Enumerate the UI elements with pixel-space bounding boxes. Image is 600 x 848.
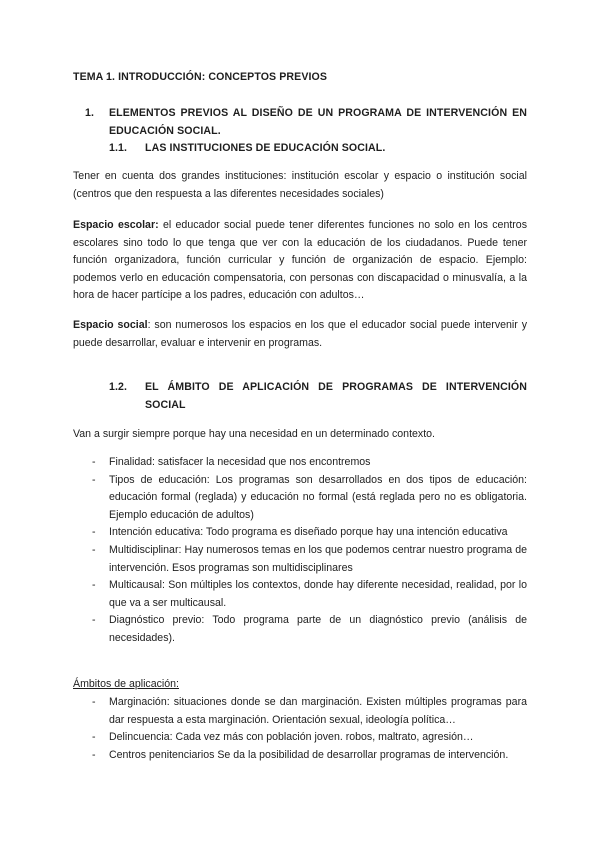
list-item [73, 472, 527, 525]
list-item-text: Diagnóstico previo: Todo programa parte de un diagnóstico previo (análisis de necesidades). [109, 614, 527, 644]
term-label: Espacio social [73, 319, 148, 331]
section-number: 1.1. [109, 142, 128, 154]
list-item [73, 694, 527, 729]
list-item [73, 454, 527, 472]
list-item-text: Multidisciplinar: Hay numerosos temas en los que podemos centrar nuestro programa de intervención. Esos programas son multidisciplinares [109, 543, 527, 574]
dash-bullet: - [92, 526, 96, 539]
list-item [73, 747, 527, 765]
term-text: : son numerosos los espacios en los que el educador social puede intervenir y puede desarrollar, evaluar e intervenir en programas. [73, 319, 527, 349]
list-item-text: Tipos de educación: Los programas son desarrollados en dos tipos de educación: educación formal (reglada) y educación no formal (está reglada pero no es obligatoria. Ejemplo educación de adultos) [109, 473, 527, 521]
intro-paragraph: Tener en cuenta dos grandes instituciones: institución escolar y espacio o institución social (centros que den respuesta a las diferentes necesidades sociales) [73, 170, 527, 200]
characteristics-list [73, 454, 527, 648]
section-title: LAS INSTITUCIONES DE EDUCACIÓN SOCIAL. [145, 142, 386, 154]
section-1-1-heading [109, 140, 527, 158]
dash-bullet: - [92, 731, 96, 744]
ambitos-heading: Ámbitos de aplicación: [73, 678, 179, 690]
list-item-text: Delincuencia: Cada vez más con población joven. robos, maltrato, agresión… [109, 731, 474, 744]
list-item-text: Finalidad: satisfacer la necesidad que nos encontremos [109, 456, 371, 468]
dash-bullet: - [92, 456, 96, 468]
espacio-social-paragraph [73, 317, 527, 352]
dash-bullet: - [92, 579, 96, 592]
dash-bullet: - [92, 473, 96, 486]
section-number: 1.2. [109, 381, 128, 393]
list-item [73, 577, 527, 612]
section-1-heading [85, 105, 527, 140]
list-item [73, 612, 527, 647]
list-item [73, 729, 527, 747]
list-item-text: Marginación: situaciones donde se dan marginación. Existen múltiples programas para dar respuesta a esta marginación. Orientación sexual, ideología política… [109, 696, 527, 726]
list-item-text: Intención educativa: Todo programa es diseñado porque hay una intención educativa [109, 526, 508, 539]
document-title: TEMA 1. INTRODUCCIÓN: CONCEPTOS PREVIOS [73, 71, 328, 83]
dash-bullet: - [92, 748, 96, 761]
ambitos-list [73, 694, 527, 764]
dash-bullet: - [92, 614, 96, 627]
espacio-escolar-paragraph [73, 217, 527, 305]
term-label: Espacio escolar: [73, 219, 159, 231]
dash-bullet: - [92, 543, 96, 556]
list-item-text: Multicausal: Son múltiples los contextos, donde hay diferente necesidad, realidad, por lo que va a ser multicausal. [109, 579, 527, 609]
dash-bullet: - [92, 696, 96, 708]
section-title: ELEMENTOS PREVIOS AL DISEÑO DE UN PROGRAMA DE INTERVENCIÓN EN EDUCACIÓN SOCIAL. [109, 107, 527, 137]
section-title: EL ÁMBITO DE APLICACIÓN DE PROGRAMAS DE INTERVENCIÓN SOCIAL [145, 381, 527, 411]
section-1-2-heading [109, 379, 527, 414]
section-number: 1. [85, 107, 95, 119]
list-item [73, 542, 527, 577]
context-paragraph: Van a surgir siempre porque hay una necesidad en un determinado contexto. [73, 428, 435, 440]
list-item-text: Centros penitenciarios Se da la posibilidad de desarrollar programas de intervención. [109, 748, 509, 761]
list-item [73, 524, 527, 542]
term-text: el educador social puede tener diferentes funciones no solo en los centros escolares sino todo lo que tenga que ver con la educación de los ciudadanos. Puede tener función organizadora, función curricular y función de organización de espacio. Ejemplo: podemos verlo en educación compensatoria, con personas con discapacidad o minusvalía, a la hora de hacer partícipe a los padres, educación con adultos… [73, 219, 527, 302]
